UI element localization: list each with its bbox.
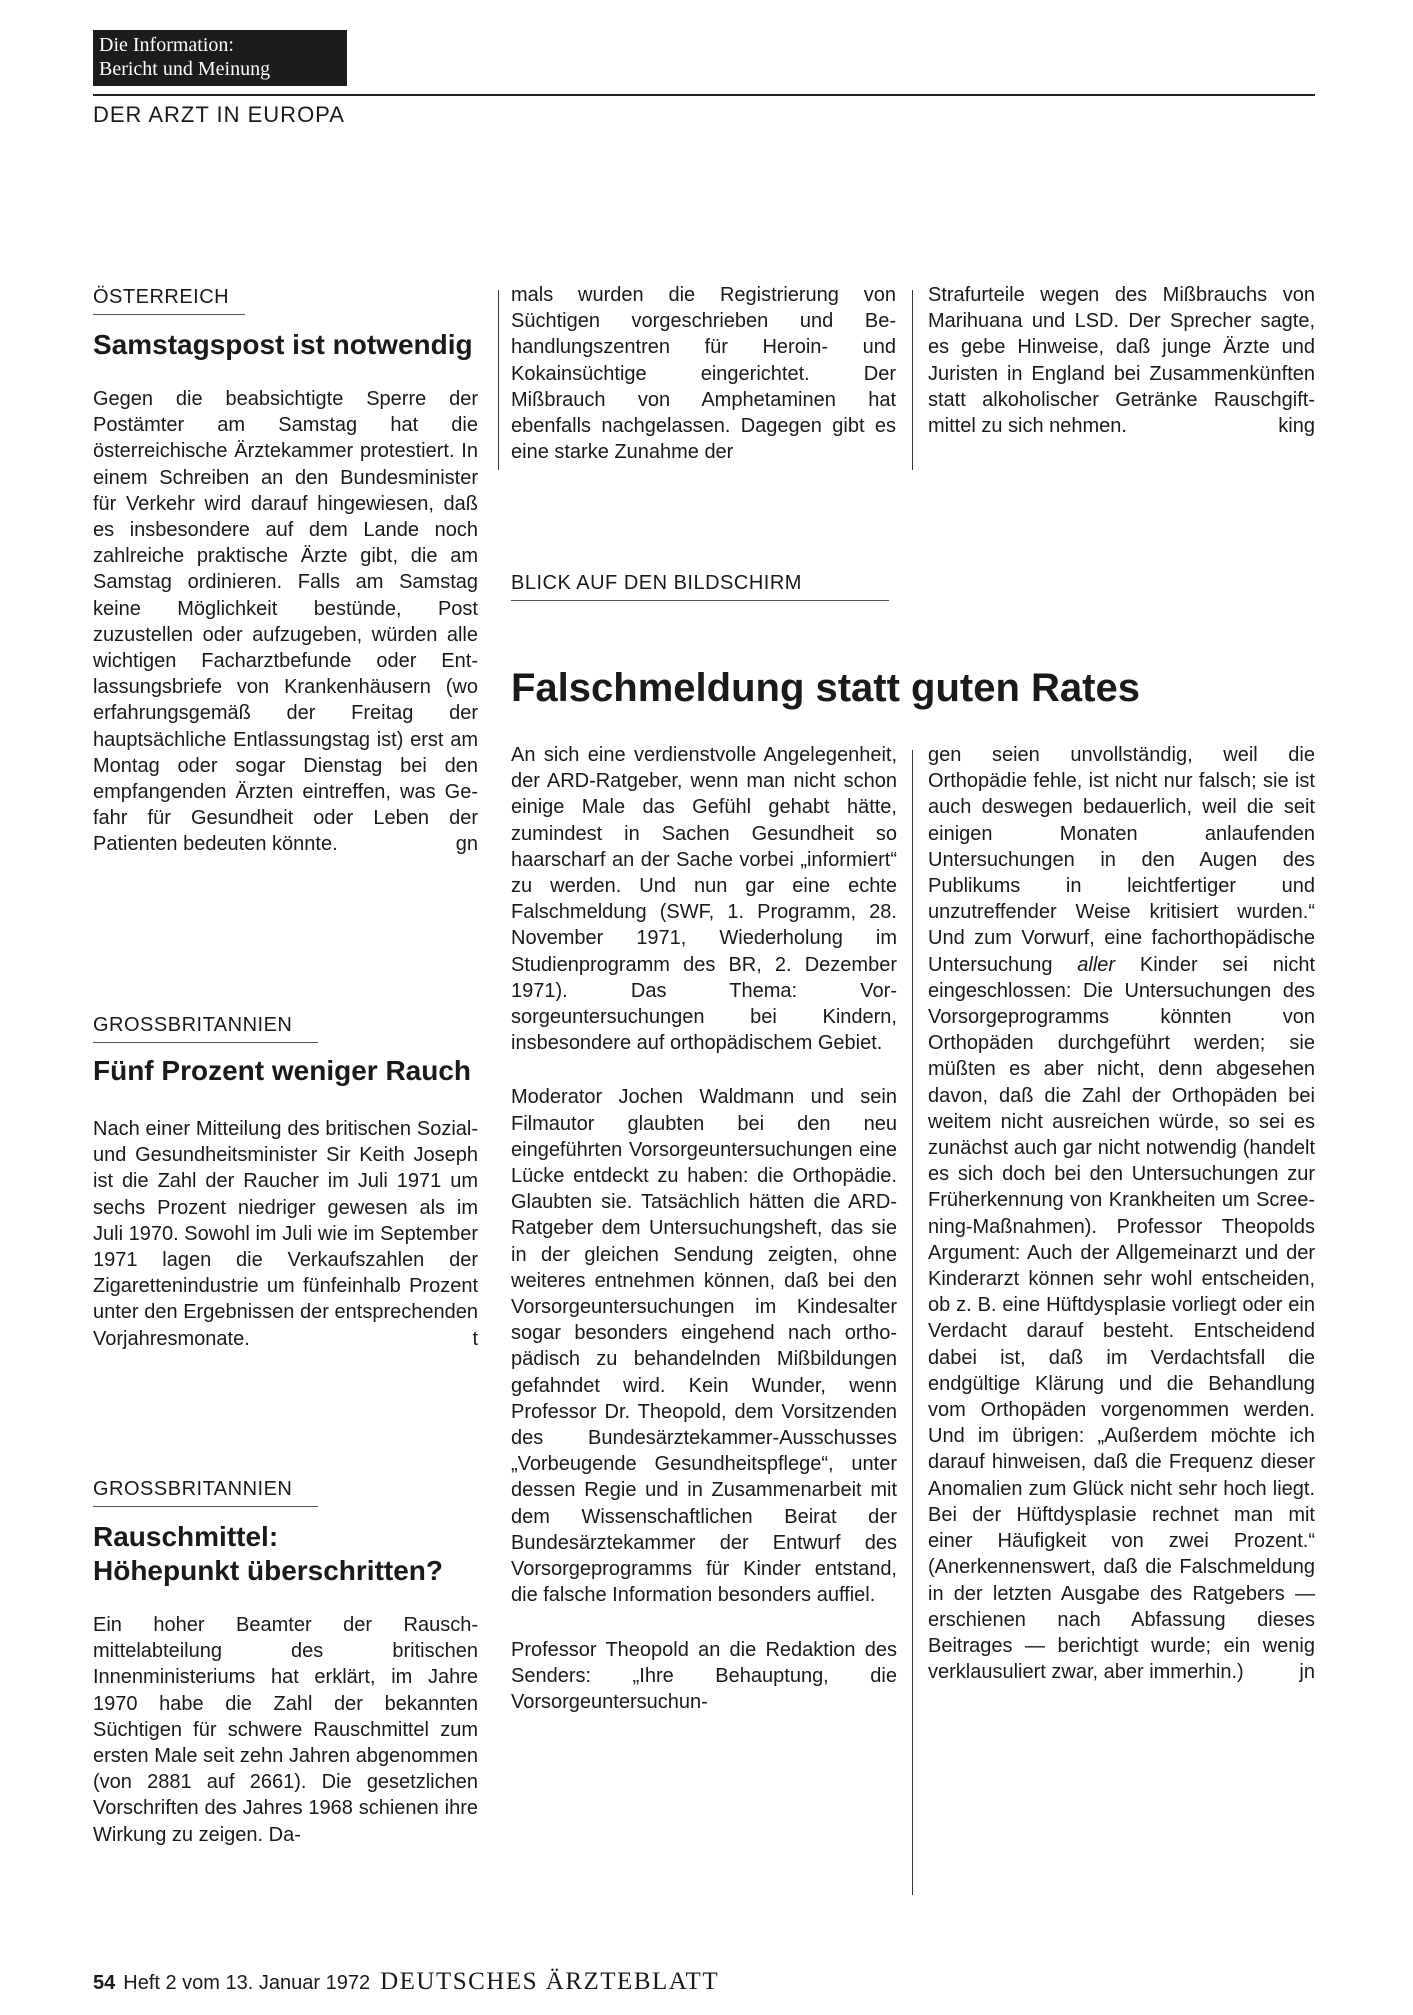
column-rule (912, 290, 913, 470)
page-footer (93, 1968, 719, 1996)
author-initials: t (472, 1327, 478, 1350)
article-kicker: ÖSTERREICH (93, 286, 230, 308)
article-headline: Falschmeldung statt guten Rates (511, 666, 1140, 710)
author-initials: gn (455, 833, 478, 856)
masthead-line2: Bericht und Meinung (99, 58, 271, 80)
article-body-text: Ein hoher Beamter der Rauschmittelabteilung des britischen Innenministeriums hat erklärt, im Jahre 1970 habe die Zahl der bekannten Süchtigen für schwere Rauschmittel zum ersten Male seit zehn Jahren abgenommen (von 2881 auf 2661). Die gesetzlichen Vorschriften des Jahres 1968 schienen ihre Wirkung zu zeigen. Da- (93, 1614, 478, 1846)
article-headline: Samstagspost ist notwendig (93, 329, 473, 360)
kicker-rule (511, 600, 889, 601)
masthead-line1: Die Information: (99, 34, 234, 56)
article-kicker: GROSSBRITANNIEN (93, 1014, 293, 1036)
section-title: DER ARZT IN EUROPA (93, 102, 345, 127)
article-body-text: Nach einer Mitteilung des britischen Sozial- und Gesundheitsminister Sir Keith Joseph ist die Zahl der Raucher im Juli 1971 um sechs Prozent niedriger gewesen als im Juli 1970. Sowohl im Juli wie im September 1971 lagen die Verkaufszahlen der Zigarettenindustrie um fünfeinhalb Prozent unter den Ergebnissen der entsprechenden Vorjahresmonate. (93, 1118, 478, 1350)
column-rule (912, 750, 913, 1895)
article-headline (93, 1520, 443, 1588)
article-body-col3 (928, 282, 1315, 467)
issue-info: Heft 2 vom 13. Januar 1972 (123, 1972, 371, 1994)
page-number: 54 (93, 1972, 116, 1994)
kicker-rule (93, 1042, 318, 1043)
article-body-col1 (511, 742, 897, 1743)
masthead-box (93, 30, 347, 86)
column-rule (498, 290, 499, 470)
article-body-text: Strafurteile wegen des Mißbrauchs von Marihuana und LSD. Der Sprecher sagte, es gebe Hinweise, daß junge Ärzte und Juristen in England bei Zusammenkünften statt alkoholischer Getränke Rauschgiftmittel zu sich nehmen. (928, 284, 1315, 438)
article-kicker: BLICK AUF DEN BILDSCHIRM (511, 572, 802, 594)
article-body (93, 386, 478, 886)
article-body-col1 (93, 1612, 478, 1876)
article-kicker: GROSSBRITANNIEN (93, 1478, 293, 1500)
emphasis: aller (1077, 953, 1116, 976)
kicker-rule (93, 314, 245, 315)
article-body-text: gen seien unvollständig, weil die Orthopädie fehle, ist nicht nur falsch; sie ist auch deswegen bedauerlich, weil die seit einigen Monaten anlaufenden Untersuchungen in den Augen des Publikums in leichtfertiger und unzutreffender Weise kritisiert wurden.“ Und zum Vorwurf, eine fachorthopädische Untersuchung (928, 744, 1315, 976)
paragraph: An sich eine verdienstvolle Angelegenheit, der ARD-Ratgeber, wenn man nicht schon einige Male das Gefühl gehabt hätte, zumindest in Sachen Gesundheit so haarscharf an der Sache vorbei „informiert“ zu werden. Und nun gar eine echte Falschmeldung (SWF, 1. Programm, 28. November 1971, Wiederholung im Studienprogramm des BR, 2. Dezember 1971). Das Thema: Vorsorgeuntersuchungen bei Kindern, insbesondere auf orthopädischem Gebiet. (511, 744, 897, 1055)
top-rule (93, 94, 1315, 96)
article-body-text: mals wurden die Registrierung von Süchtigen vorgeschrieben und Behandlungszentren für Heroin- und Kokainsüchtige eingerichtet. Der Mißbrauch von Amphetaminen hat ebenfalls nachgelassen. Dagegen gibt es eine starke Zunahme der (511, 284, 896, 464)
author-initials: jn (1299, 1661, 1315, 1684)
headline-line2: Höhepunkt überschritten? (93, 1555, 444, 1586)
paragraph: Professor Theopold an die Redaktion des Senders: „Ihre Behauptung, die Vorsorgeuntersuchun- (511, 1638, 897, 1713)
kicker-rule (93, 1506, 318, 1507)
paragraph: Moderator Jochen Waldmann und sein Filmautor glaubten bei den neu eingeführten Vorsorgeuntersuchungen eine Lücke entdeckt zu haben: die Orthopädie. Glaubten sie. Tatsächlich hätten die ARD-Ratgeber dem Untersuchungsheft, das sie in der gleichen Sendung zeigten, ohne weiteres entnehmen können, daß bei den Vorsorgeuntersuchungen im Kindesalter sogar besonders eingehend nach orthopädisch zu behandelnden Mißbildungen gefahndet wird. Kein Wunder, wenn Professor Dr. Theopold, dem Vorsitzenden des Bundesärztekammer-Ausschusses „Vorbeugende Gesundheitspflege“, unter dessen Regie und in Zusammenarbeit mit dem Wissenschaftlichen Beirat der Bundesärztekammer der Entwurf des Vorsorgeprogramms für Kinder entstand, die falsche Information besonders auffiel. (511, 1086, 897, 1607)
headline-line1: Rauschmittel: (93, 1521, 279, 1552)
article-body-text: Gegen die beabsichtigte Sperre der Postämter am Samstag hat die österreichische Ärztekammer protestiert. In einem Schreiben an den Bundesminister für Verkehr wird darauf hingewiesen, daß es insbesondere auf dem Lande noch zahlreiche praktische Ärzte gibt, die am Samstag ordinieren. Falls am Samstag keine Möglichkeit bestünde, Post zuzustellen oder aufzugeben, würden alle wichtigen Facharztbefunde oder Entlassungsbriefe von Krankenhäusern (wo erfahrungsgemäß der Freitag der hauptsächliche Entlassungstag ist) erst am Montag oder sogar Dienstag bei den empfangenden Ärzten eintreffen, was Gefahr für Gesundheit oder Leben der Patienten bedeuten könnte. (93, 388, 478, 856)
article-body-col2 (511, 282, 896, 493)
article-headline: Fünf Prozent weniger Rauch (93, 1055, 472, 1086)
article-body-text: Kinder sei nicht eingeschlossen: Die Untersuchungen des Vorsorgeprogramms könnten von Orthopäden durchgeführt werden; sie müßten es aber nicht, denn abgesehen davon, daß die Zahl der Orthopäden bei weitem nicht ausreichen würde, so sei es zunächst auch gar nicht notwendig (handelt es sich doch bei den Untersuchungen zur Früherkennung von Krankheiten um Screening-Maßnahmen). Professor Theopolds Argument: Auch der Allgemeinarzt und der Kinderarzt können sehr wohl entscheiden, ob z. B. eine Hüftdysplasie vorliegt oder ein Verdacht darauf besteht. Entscheidend dabei ist, daß im Verdachtsfall die endgültige Klärung und die Behandlung vom Orthopäden vorgenommen werden. Und im übrigen: „Außerdem möchte ich darauf hinweisen, daß die Frequenz dieser Anomalien zum Glück nicht sehr hoch liegt. Bei der Hüftdysplasie rechnet man mit einer Häufigkeit von zwei Prozent.“ (Anerkennenswert, daß die Falschmeldung in der letzten Ausgabe des Ratgebers — erschienen nach Abfassung dieses Beitrages — berichtigt wurde; ein wenig verklausuliert zwar, aber immerhin.) (928, 953, 1315, 1684)
author-initials: king (1278, 415, 1315, 438)
journal-name: DEUTSCHES ÄRZTEBLATT (380, 1968, 720, 1995)
article-body-col2 (928, 742, 1315, 1713)
article-body (93, 1116, 478, 1380)
